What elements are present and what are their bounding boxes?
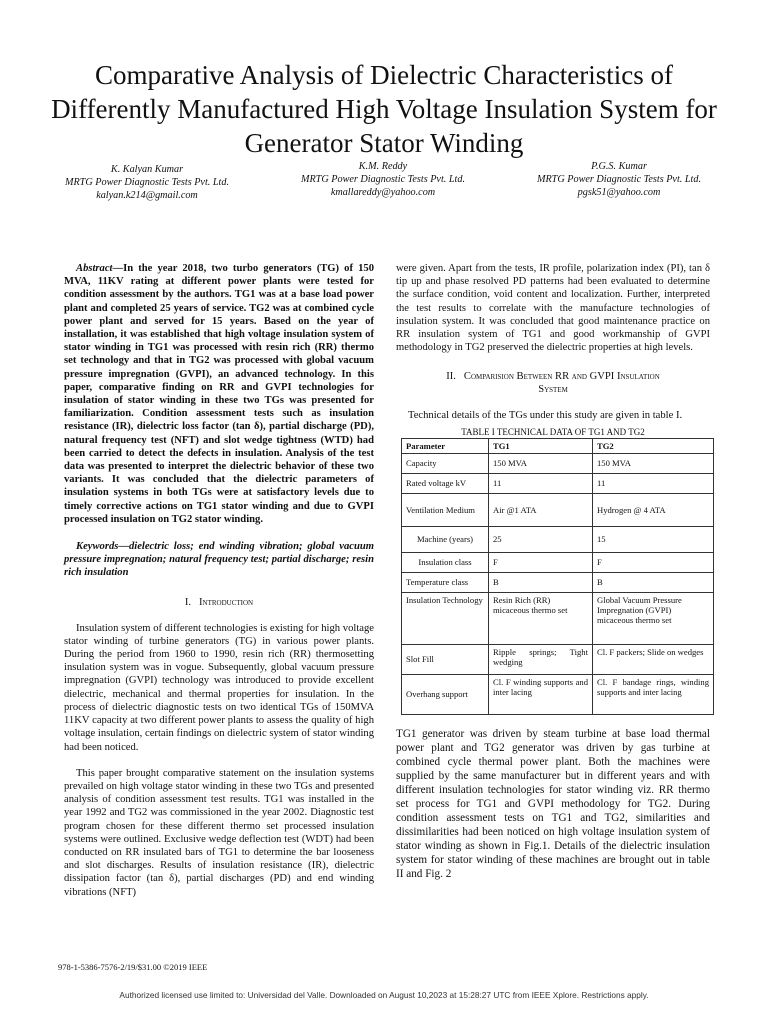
keywords-text: —dielectric loss; end winding vibration; global vacuum pressure impregnation; natural frequency test; partial discharge; resin rich insulation	[64, 541, 374, 579]
author-email: kalyan.k214@gmail.com	[96, 190, 198, 201]
table-cell: Insulation Technology	[402, 592, 489, 644]
table-cell: Air @1 ATA	[489, 493, 593, 526]
table-cell: 150 MVA	[489, 453, 593, 473]
abstract-text: —In the year 2018, two turbo generators (TG) of 150 MVA, 11KV rating at different power plants were tested for condition assessment by the authors. TG1 was at a base load power plant and completed 25 years of service. TG2 was at combined cycle power plant and served for 15 years. Based on the year of installation, it was established that high voltage insulation system of stator winding in TG1 was processed with resin rich (RR) thermo set technology and that in TG2 was processed with global vacuum pressure impregnation (GVPI), an advanced technology. In this paper, comparative finding on RR and GVPI technologies for insulation of stator winding in these two TGs was presented for familiarization. Condition assessment tests such as insulation resistance (IR), dielectric loss factor (tan δ), partial discharge (PD), natural frequency test (NFT) and slot wedge tightness (WTD) had been carried to detect the defects in insulation. Analysis of the test data was presented to interpret the dielectric behavior of these two variants. It was concluded that the dielectric parameters of insulation systems in both TGs were at satisfactory levels due to timely corrective actions on TG1 stator winding and due to GVPI processed insulation on TG2 stator winding.	[64, 263, 374, 525]
table-cell: Temperature class	[402, 572, 489, 592]
author-email: pgsk51@yahoo.com	[577, 187, 661, 198]
table-cell: 11	[593, 473, 714, 493]
section-title-line2: System	[538, 384, 568, 396]
section2-paragraph-1: Technical details of the TGs under this study are given in table I.	[408, 410, 683, 422]
author-block-1	[52, 163, 242, 202]
author-email: kmallareddy@yahoo.com	[330, 187, 436, 198]
table-cell: B	[593, 572, 714, 592]
author-affiliation: MRTG Power Diagnostic Tests Pvt. Ltd.	[536, 174, 702, 185]
table-cell: Cl. F bandage rings, winding supports and inter lacing	[593, 674, 714, 714]
table-row	[402, 493, 714, 526]
table-cell: F	[489, 552, 593, 572]
table-row	[402, 644, 714, 674]
author-name: K. Kalyan Kumar	[110, 164, 184, 175]
table-row	[402, 572, 714, 592]
section2-paragraph-2: TG1 generator was driven by steam turbine at base load thermal power plant and TG2 generator was driven by gas turbine at combined cycle thermal power plant. Both the machines were supplied by the same manufacturer but in different years and with different insulation technologies for stator winding viz. RR thermo set process for TG1 and GVPI methodology for TG2. During condition assessment tests on TG1 and TG2, similarities and dissimilarities had been noticed on high voltage insulation system of stator winding as shown in Fig.1. Details of the dielectric insulation system for stator winding of these machines are brought out in table II and Fig. 2	[396, 727, 710, 880]
table-cell: 25	[489, 526, 593, 552]
table-cell: F	[593, 552, 714, 572]
paper-title: Comparative Analysis of Dielectric Characteristics of Differently Manufactured High Voltage Insulation System for Generator Stator Winding	[51, 60, 717, 159]
section-heading-introduction	[64, 596, 374, 609]
author-name: K.M. Reddy	[358, 161, 408, 172]
table-cell: 150 MVA	[593, 453, 714, 473]
table-header-row	[402, 438, 714, 453]
table-cell: Ventilation Medium	[402, 493, 489, 526]
table-cell: B	[489, 572, 593, 592]
table-row	[402, 453, 714, 473]
table-cell: Cl. F winding supports and inter lacing	[489, 674, 593, 714]
authorization-notice: Authorized licensed use limited to: Universidad del Valle. Downloaded on August 10,2023 at 15:28:27 UTC from IEEE Xplore. Restrictions apply.	[119, 990, 649, 1000]
table-cell: Hydrogen @ 4 ATA	[593, 493, 714, 526]
table-cell: Rated voltage kV	[402, 473, 489, 493]
table-cell: 15	[593, 526, 714, 552]
table-cell: Resin Rich (RR) micaceous thermo set	[489, 592, 593, 644]
left-column	[64, 262, 374, 899]
copyright-id: 978-1-5386-7576-2/19/$31.00 ©2019 IEEE	[58, 962, 208, 972]
author-block-3	[524, 160, 714, 199]
table-title: TABLE I TECHNICAL DATA OF TG1 AND TG2	[461, 426, 645, 437]
table-row	[402, 526, 714, 552]
keywords-lead: Keywords	[76, 541, 119, 553]
section-number: I.	[184, 596, 192, 608]
section-number: II.	[446, 371, 456, 383]
right-column	[396, 262, 710, 881]
technical-data-table	[401, 438, 714, 715]
table-row	[402, 552, 714, 572]
table-cell: Overhang support	[402, 674, 489, 714]
keywords	[64, 540, 374, 580]
section-heading-comparison	[396, 370, 710, 396]
table-cell: 11	[489, 473, 593, 493]
author-name: P.G.S. Kumar	[591, 161, 647, 172]
section-title: Introduction	[199, 596, 254, 608]
table-cell: Slot Fill	[402, 644, 489, 674]
table-row	[402, 592, 714, 644]
table-cell: Cl. F packers; Slide on wedges	[593, 644, 714, 674]
table-row	[402, 674, 714, 714]
table-header-cell: Parameter	[402, 438, 489, 453]
table-header-cell: TG1	[489, 438, 593, 453]
table-cell: Global Vacuum Pressure Impregnation (GVPI) micaceous thermo set	[593, 592, 714, 644]
table-row	[402, 473, 714, 493]
abstract	[64, 262, 374, 526]
intro-paragraph-2: This paper brought comparative statement on the insulation systems prevailed on high voltage stator winding in these two TGs and presented analysis of condition assessment test results. TG1 was installed in the year 1992 and TG2 was commissioned in the year 2002. Diagnostic test program chosen for these different thermo set processed insulation systems were outlined. Exclusive wedge deflection test (WDT) had been conducted on RR insulated bars of TG1 to determine the bar looseness and slot discharges. Results of insulation resistance (IR), dielectric dissipation factor (tan δ), partial discharges (PD) and end winding vibrations (NFT)	[64, 767, 374, 898]
intro-paragraph-1: Insulation system of different technologies is existing for high voltage stator winding of turbine generators (TG) in various power plants. During the period from 1960 to 1990, resin rich (RR) thermosetting insulation system was in vogue. Subsequently, global vacuum pressure impregnation (GVPI) technology was introduced to provide excellent dielectric, mechanical and thermal properties for insulation. In the process of dielectric diagnostic tests on two identical TGs of 150MVA 11KV capacity at two different power plants to assess the quality of high voltage insulation, certain findings on dielectric system of stator winding had been noticed.	[64, 622, 374, 753]
abstract-lead: Abstract	[76, 263, 113, 274]
continued-paragraph: were given. Apart from the tests, IR profile, polarization index (PI), tan δ tip up and phase resolved PD patterns had been evaluated to determine the surface condition, void content and localization. Further, interpreted the test results to correlate with the manufacture technologies of insulation system. It was concluded that good maintenance practice on RR insulation system of TG1 and good workmanship of GVPI methodology in TG2 preserved the dielectric properties at high levels.	[396, 263, 710, 354]
table-cell: Ripple springs; Tight wedging	[489, 644, 593, 674]
table-cell: Machine (years)	[402, 526, 489, 552]
author-affiliation: MRTG Power Diagnostic Tests Pvt. Ltd.	[64, 177, 230, 188]
table-cell: Capacity	[402, 453, 489, 473]
author-affiliation: MRTG Power Diagnostic Tests Pvt. Ltd.	[300, 174, 466, 185]
table-cell: Insulation class	[402, 552, 489, 572]
author-block-2	[288, 160, 478, 199]
section-title-line1: Comparision Between RR and GVPI Insulation	[463, 371, 660, 383]
table-header-cell: TG2	[593, 438, 714, 453]
